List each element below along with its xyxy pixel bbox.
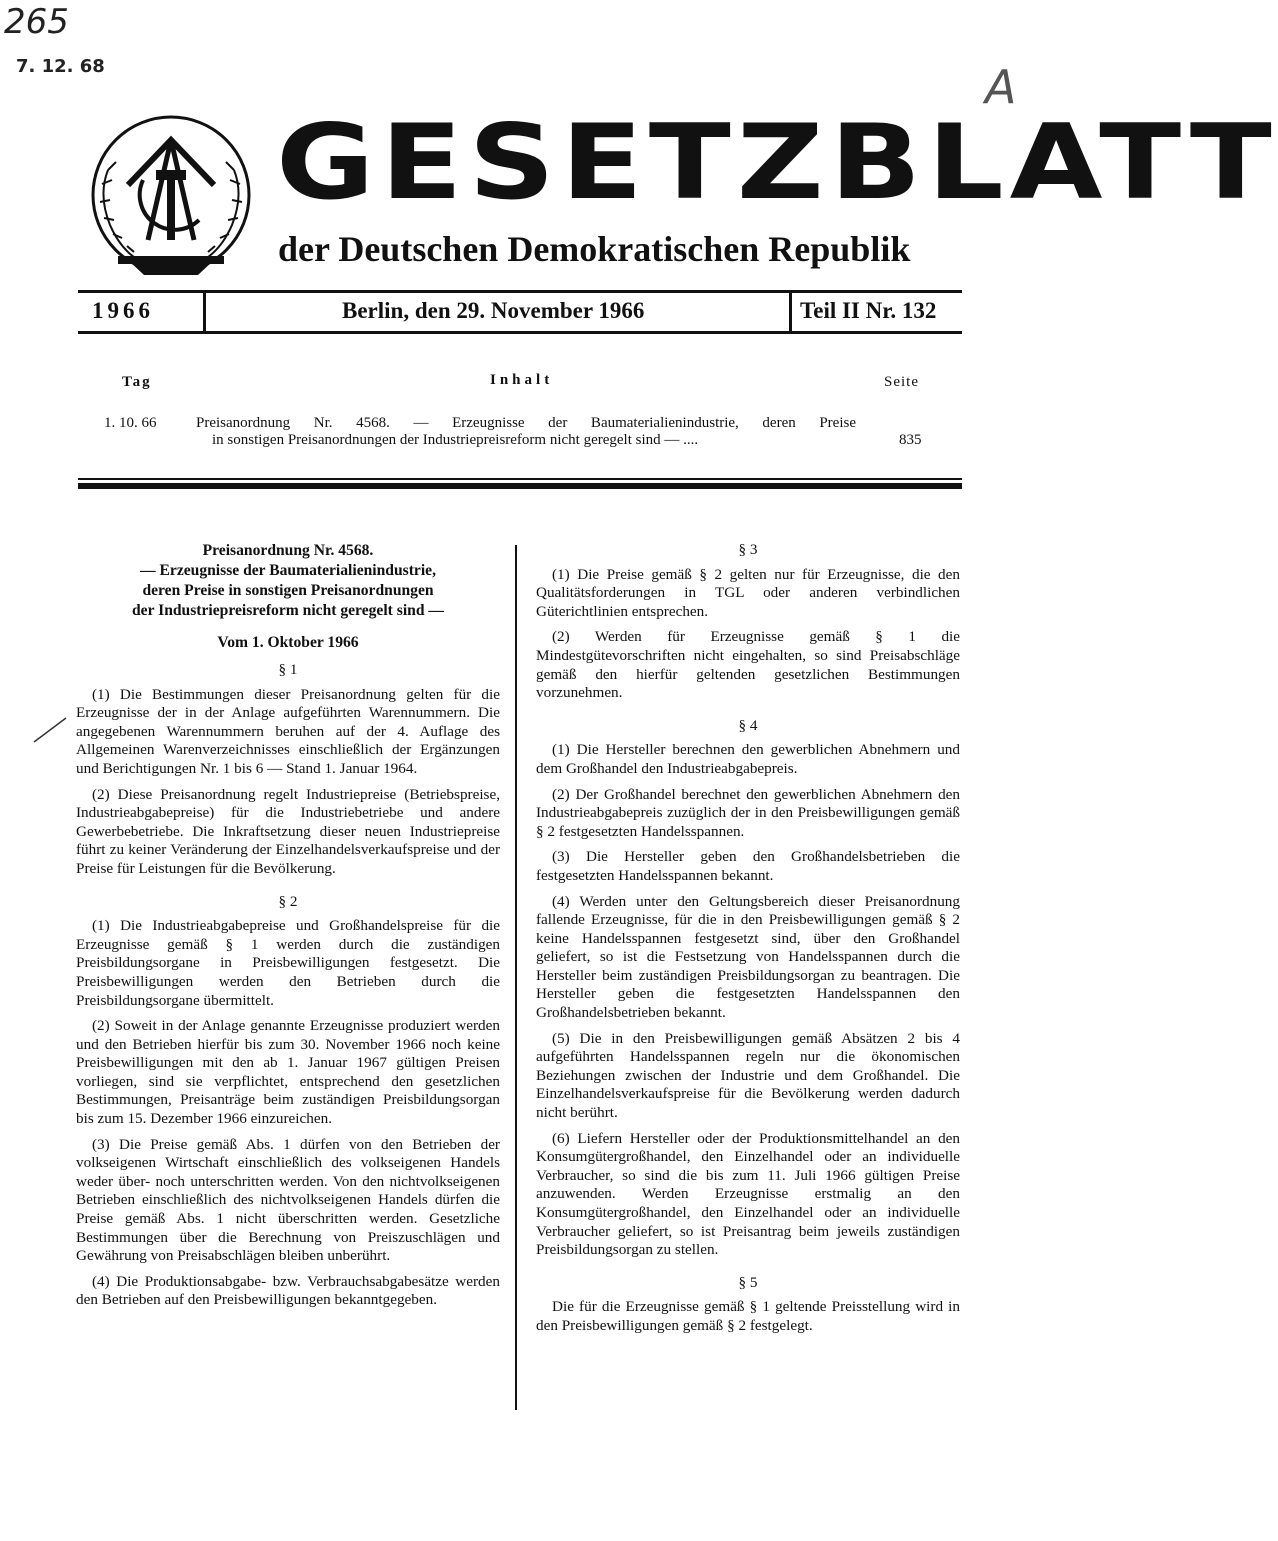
section-4-heading: § 4: [738, 716, 758, 734]
corner-mark: A: [985, 60, 1017, 114]
issue-part-number: Teil II Nr. 132: [800, 298, 937, 323]
toc-entry-line2: in sonstigen Preisanordnungen der Industriepreisreform nicht geregelt sind — ....: [212, 432, 699, 448]
toc-entry-line1: Preisanordnung Nr. 4568. — Erzeugnisse der Baumaterialienindustrie, deren Preise: [196, 415, 856, 431]
section-2-paragraph-1: (1) Die Industrieabgabepreise und Großhandelspreise für die Erzeugnisse gemäß § 1 werden durch die zuständigen Preisbildungsorgane in Preisbewilligungen festgesetzt. Die Preisbewilligungen werden den Betrieben durch die Preisbildungsorgane übermittelt.: [76, 917, 500, 1009]
section-1-paragraph-1: (1) Die Bestimmungen dieser Preisanordnung gelten für die Erzeugnisse der in der Anlage aufgeführten Warennummern. Die angegebenen Warennummern beruhen auf der 4. Auflage des Allgemeinen Warenverzeichnisses einschließlich der Ergänzungen und Berichtigungen Nr. 1 bis 6 — Stand 1. Januar 1964.: [76, 685, 500, 777]
state-emblem-icon: [88, 110, 254, 280]
issue-bar-top-rule: [78, 290, 962, 293]
toc-entry-page: 835: [899, 432, 922, 448]
section-1-heading: § 1: [278, 661, 298, 678]
issue-bar-bottom-rule: [78, 331, 962, 334]
section-3-paragraph-1: (1) Die Preise gemäß § 2 gelten nur für Erzeugnisse, die den Qualitätsforderungen in TGL oder anderen verbindlichen Güterichtlinien entsprechen.: [536, 565, 960, 620]
section-4-paragraph-5: (5) Die in den Preisbewilligungen gemäß Absätzen 2 bis 4 aufgeführten Handelsspannen regeln nur die ökonomischen Beziehungen zwischen der Industrie und dem Großhandel. Die Einzelhandelsverkaufspreise für die Bevölkerung werden dadurch nicht berührt.: [536, 1029, 960, 1122]
article-right-column: [536, 541, 960, 1343]
masthead-subtitle: der Deutschen Demokratischen Republik: [278, 229, 911, 269]
column-divider: [515, 545, 517, 1410]
section-3-paragraph-2: (2) Werden für Erzeugnisse gemäß § 1 die Mindestgütevorschriften nicht eingehalten, so sind Preisabschläge gemäß den hierfür geltenden gesetzlichen Bestimmungen vorzunehmen.: [536, 628, 960, 702]
section-4-paragraph-4: (4) Werden unter den Geltungsbereich dieser Preisanordnung fallende Erzeugnisse, für die in den Preisbewilligungen gemäß § 2 keine Handelsspannen festgesetzt sind, über den Großhandel geliefert, so ist die Festsetzung von Handelsspannen durch die Hersteller beim zuständigen Preisbildungsorgan zu beantragen. Die Hersteller geben die festgesetzten Handelsspannen den Großhandelsbetrieben bekannt.: [536, 892, 960, 1022]
toc-col-page: Seite: [884, 374, 919, 390]
article-left-column: [76, 541, 500, 1317]
issue-bar-divider-right: [789, 290, 792, 332]
section-rule-thick: [78, 483, 962, 489]
issue-bar-divider-left: [203, 290, 206, 332]
handwritten-date: 7. 12. 68: [16, 56, 105, 77]
section-4-paragraph-2: (2) Der Großhandel berechnet den gewerblichen Abnehmern den Industrieabgabepreis zuzüglich der in den Preisbewilligungen gemäß § 2 festgesetzten Handelsspannen.: [536, 785, 960, 840]
article-title-line2: — Erzeugnisse der Baumaterialienindustrie,: [140, 562, 436, 579]
section-2-heading: § 2: [278, 892, 298, 910]
toc-col-day: Tag: [122, 374, 152, 390]
section-4-paragraph-1: (1) Die Hersteller berechnen den gewerblichen Abnehmern und dem Großhandel den Industrieabgabepreis.: [536, 741, 960, 777]
section-1-paragraph-2: (2) Diese Preisanordnung regelt Industriepreise (Betriebspreise, Industrieabgabepreise) für die Industriebetriebe und andere Gewerbebetriebe. Die Inkraftsetzung dieser neuen Industriepreise führt zu keiner Veränderung der Einzelhandelsverkaufspreise und der Preise für Leistungen für die Bevölkerung.: [76, 785, 500, 877]
section-5-paragraph-1: Die für die Erzeugnisse gemäß § 1 geltende Preisstellung wird in den Preisbewilligungen gemäß § 2 festgelegt.: [536, 1298, 960, 1334]
issue-place-date: Berlin, den 29. November 1966: [342, 298, 645, 323]
section-2-paragraph-3: (3) Die Preise gemäß Abs. 1 dürfen von den Betrieben der volkseigenen Wirtschaft einschließlich des volkseigenen Handels weder über- noch unterschritten werden. Von den nichtvolkseigenen Betrieben einschließlich des nichtvolkseigenen Handels dürfen die Preise gemäß Abs. 1 nicht überschritten werden. Gesetzliche Bestimmungen über die Berechnung von Preiszuschlägen und Gewährung von Preisabschlägen bleiben unberührt.: [76, 1135, 500, 1265]
article-title-line1: Preisanordnung Nr. 4568.: [202, 542, 374, 559]
section-5-heading: § 5: [738, 1273, 758, 1291]
article-title-line4: der Industriepreisreform nicht geregelt sind —: [132, 602, 444, 619]
section-4-paragraph-3: (3) Die Hersteller geben den Großhandelsbetrieben die festgesetzten Handelsspannen bekannt.: [536, 848, 960, 884]
section-4-paragraph-6: (6) Liefern Hersteller oder der Produktionsmittelhandel an den Konsumgütergroßhandel, den Einzelhandel oder an individuelle Verbraucher, so sind die bis zum 11. Juli 1966 gültigen Preise anzuwenden. Werden Erzeugnisse erstmalig an den Konsumgütergroßhandel, den Einzelhandel oder an individuelle Verbraucher geliefert, so ist Preisantrag beim jeweils zuständigen Preisbildungsorgan zu stellen.: [536, 1129, 960, 1259]
section-2-paragraph-4: (4) Die Produktionsabgabe- bzw. Verbrauchsabgabesätze werden den Betrieben auf den Preisbewilligungen bekanntgegeben.: [76, 1272, 500, 1309]
masthead-title: GESETZBLATT: [276, 103, 1278, 223]
article-title-line3: deren Preise in sonstigen Preisanordnungen: [142, 582, 434, 599]
article-date: Vom 1. Oktober 1966: [217, 634, 359, 651]
section-rule-thin: [78, 478, 962, 480]
toc-entry-day: 1. 10. 66: [104, 415, 157, 431]
margin-pen-mark-icon: [30, 715, 70, 745]
toc-col-title: Inhalt: [490, 372, 554, 388]
issue-year: 1966: [92, 298, 154, 323]
section-3-heading: § 3: [738, 541, 758, 558]
section-2-paragraph-2: (2) Soweit in der Anlage genannte Erzeugnisse produziert werden und den Betrieben hierfür bis zum 30. November 1966 noch keine Preisbewilligungen mit den ab 1. Januar 1967 gültigen Preisen vorliegen, sind sie verpflichtet, entsprechend den gesetzlichen Bestimmungen, Preisanträge beim zuständigen Preisbildungsorgan bis zum 15. Dezember 1966 einzureichen.: [76, 1017, 500, 1128]
handwritten-number: 265: [4, 2, 69, 42]
